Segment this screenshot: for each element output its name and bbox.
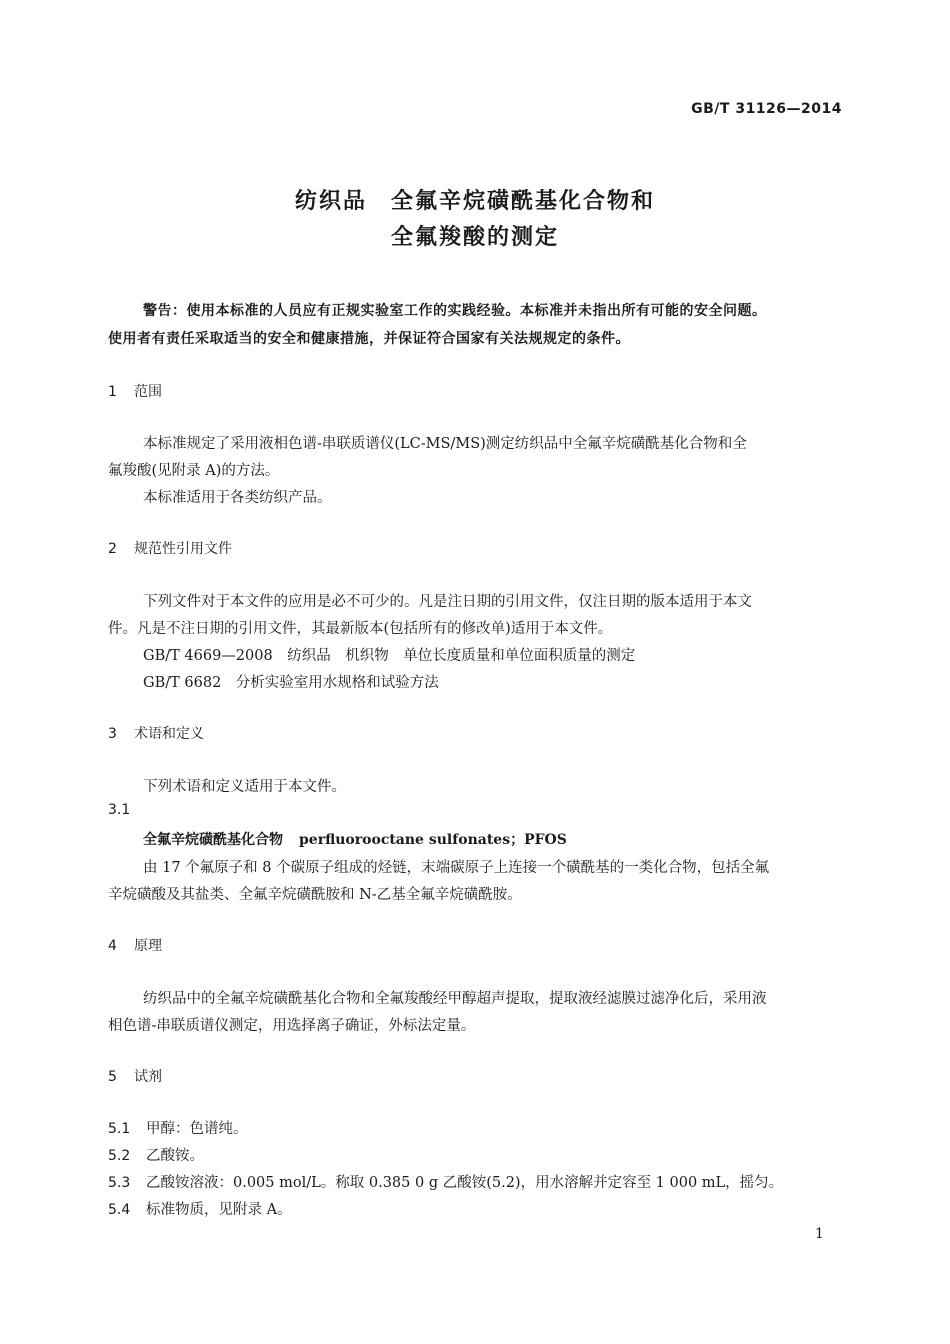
- paragraph-line: 本标准规定了采用液相色谱-串联质谱仪(LC-MS/MS)测定纺织品中全氟辛烷磺酰基化合物和全: [143, 436, 747, 452]
- page-number: 1: [815, 1226, 824, 1242]
- paragraph-line: 件。凡是不注日期的引用文件，其最新版本(包括所有的修改单)适用于本文件。: [108, 621, 613, 637]
- section-number: 5: [108, 1069, 117, 1085]
- reagent-item: [108, 1144, 204, 1165]
- standard-code: GB/T 31126—2014: [691, 101, 842, 117]
- term-entry: [143, 829, 567, 849]
- document-title-line-1: 纺织品 全氟辛烷磺酰基化合物和: [294, 189, 655, 214]
- subclause-number: 3.1: [108, 802, 131, 818]
- reagent-number: 5.4: [108, 1202, 131, 1218]
- reagent-text: 标准物质，见附录 A。: [146, 1202, 292, 1218]
- paragraph-line: 下列文件对于本文件的应用是必不可少的。凡是注日期的引用文件，仅注日期的版本适用于本文: [143, 594, 752, 610]
- term-english: perfluorooctane sulfonates；PFOS: [299, 832, 567, 848]
- section-number: 1: [108, 384, 117, 400]
- normative-reference: GB/T 6682 分析实验室用水规格和试验方法: [143, 675, 439, 691]
- reagent-item: [108, 1171, 783, 1192]
- definition-line: 辛烷磺酸及其盐类、全氟辛烷磺酰胺和 N-乙基全氟辛烷磺酰胺。: [108, 887, 522, 903]
- section-number: 3: [108, 726, 117, 742]
- section-title: 规范性引用文件: [134, 541, 232, 557]
- reagent-text: 乙酸铵。: [146, 1148, 204, 1164]
- section-title: 术语和定义: [134, 726, 204, 742]
- term-chinese: 全氟辛烷磺酰基化合物: [143, 832, 283, 848]
- reagent-item: [108, 1117, 248, 1138]
- reagent-number: 5.1: [108, 1121, 131, 1137]
- section-title: 试剂: [134, 1069, 162, 1085]
- paragraph-line: 相色谱-串联质谱仪测定，用选择离子确证，外标法定量。: [108, 1018, 476, 1034]
- section-2-heading: [108, 538, 232, 558]
- paragraph-line: 下列术语和定义适用于本文件。: [143, 779, 346, 795]
- section-3-heading: [108, 723, 204, 743]
- section-number: 2: [108, 541, 117, 557]
- paragraph-line: 本标准适用于各类纺织产品。: [143, 490, 332, 506]
- paragraph-line: 氟羧酸(见附录 A)的方法。: [108, 463, 280, 479]
- reagent-number: 5.3: [108, 1175, 131, 1191]
- paragraph-line: 纺织品中的全氟辛烷磺酰基化合物和全氟羧酸经甲醇超声提取，提取液经滤膜过滤净化后，采用液: [143, 991, 767, 1007]
- section-number: 4: [108, 938, 117, 954]
- section-4-heading: [108, 935, 162, 955]
- reagent-text: 甲醇：色谱纯。: [146, 1121, 248, 1137]
- section-5-heading: [108, 1066, 162, 1086]
- reagent-number: 5.2: [108, 1148, 131, 1164]
- section-1-heading: [108, 381, 162, 401]
- section-title: 原理: [134, 938, 162, 954]
- definition-line: 由 17 个氟原子和 8 个碳原子组成的烃链，末端碳原子上连接一个磺酰基的一类化合物，包括全氟: [143, 860, 770, 876]
- warning-line-2: 使用者有责任采取适当的安全和健康措施，并保证符合国家有关法规规定的条件。: [108, 331, 630, 347]
- reagent-text: 乙酸铵溶液：0.005 mol/L。称取 0.385 0 g 乙酸铵(5.2)，用水溶解并定容至 1 000 mL，摇匀。: [146, 1175, 784, 1191]
- reagent-item: [108, 1198, 292, 1219]
- normative-reference: GB/T 4669—2008 纺织品 机织物 单位长度质量和单位面积质量的测定: [143, 648, 636, 664]
- section-title: 范围: [134, 384, 162, 400]
- warning-line-1: 警告：使用本标准的人员应有正规实验室工作的实践经验。本标准并未指出所有可能的安全问题。: [143, 303, 767, 319]
- document-title-line-2: 全氟羧酸的测定: [390, 225, 559, 250]
